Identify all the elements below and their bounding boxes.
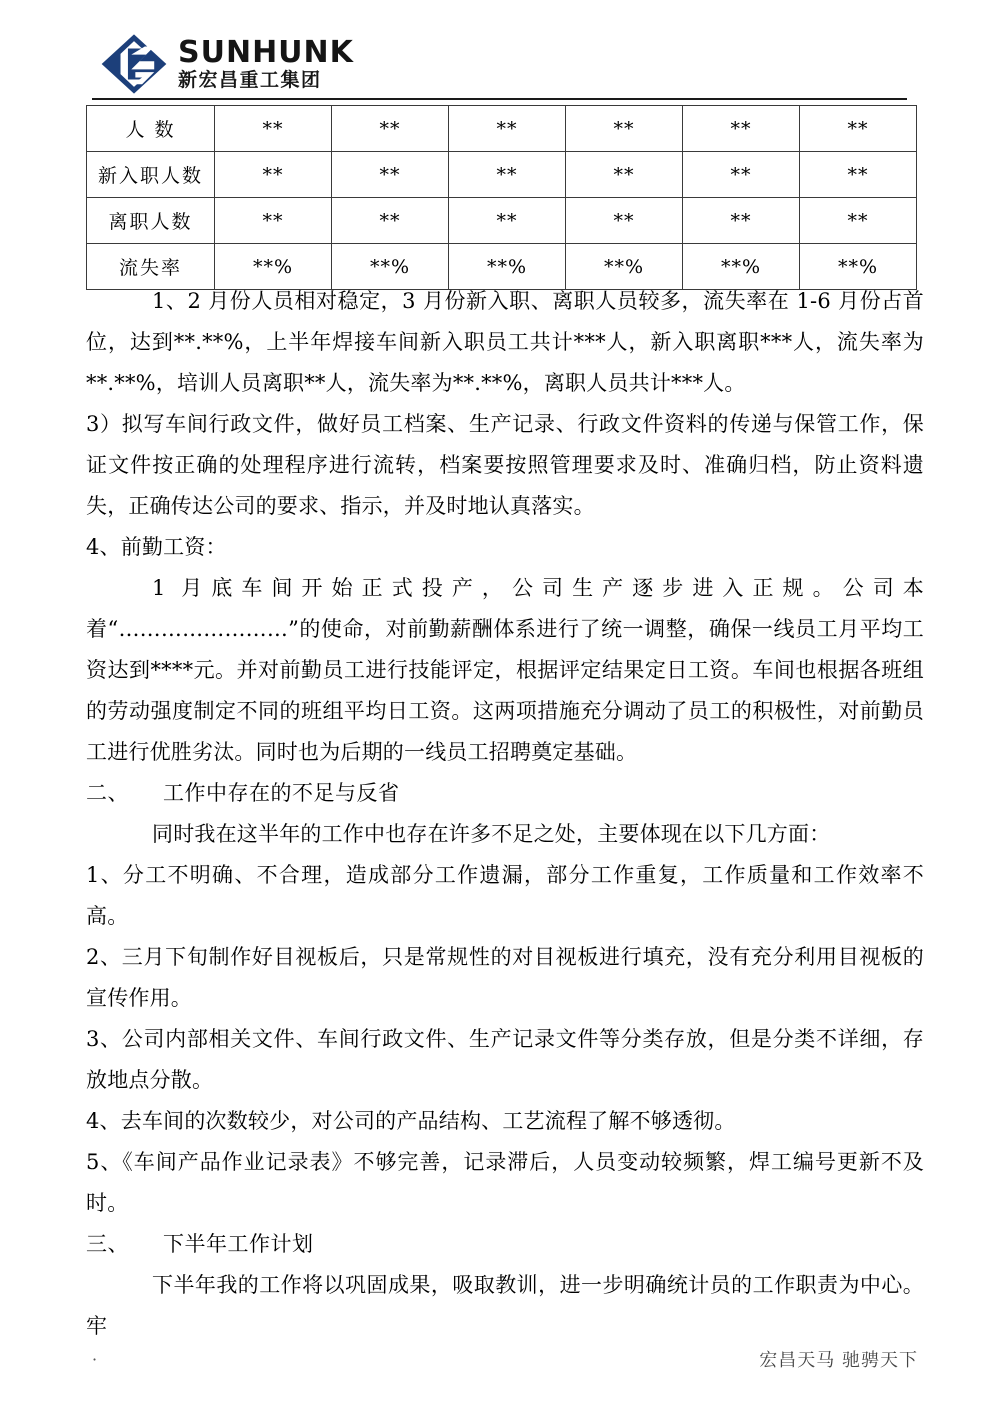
table-row	[87, 198, 917, 244]
list-item: 4、去车间的次数较少，对公司的产品结构、工艺流程了解不够透彻。	[86, 1109, 736, 1133]
table-cell: **	[566, 106, 683, 152]
footer-mark: ·	[92, 1350, 98, 1369]
paragraph-item-3: 3）拟写车间行政文件，做好员工档案、生产记录、行政文件资料的传递与保管工作，保证文件按正确的处理程序进行流转，档案要按照管理要求及时、准确归档，防止资料遗失，正确传达公司的要求、指示，并及时地认真落实。	[86, 412, 924, 518]
table-cell: **	[800, 106, 917, 152]
paragraph-section-three-intro: 下半年我的工作将以巩固成果，吸取教训，进一步明确统计员的工作职责为中心。牢	[86, 1273, 924, 1338]
company-logo	[100, 33, 354, 95]
table-cell: **%	[683, 244, 800, 290]
list-item: 3、公司内部相关文件、车间行政文件、生产记录文件等分类存放，但是分类不详细，存放地点分散。	[86, 1027, 924, 1092]
list-item: 5、《车间产品作业记录表》不够完善，记录滞后，人员变动较频繁，焊工编号更新不及时。	[86, 1150, 924, 1215]
table-cell: **%	[800, 244, 917, 290]
list-item: 2、三月下旬制作好目视板后，只是常规性的对目视板进行填充，没有充分利用目视板的宣传作用。	[86, 945, 924, 1010]
heading-section-two	[86, 773, 924, 814]
logo-wordmark	[178, 34, 354, 92]
table-cell: **	[800, 198, 917, 244]
table-cell: **%	[332, 244, 449, 290]
page-footer	[0, 1340, 1000, 1390]
table-cell: **	[449, 152, 566, 198]
table-cell: **	[215, 106, 332, 152]
footer-slogan: 宏昌天马 驰骋天下	[759, 1350, 918, 1371]
table-cell: **	[566, 152, 683, 198]
row-label: 流失率	[87, 244, 215, 290]
paragraph-item-4-body: 1 月底车间开始正式投产，公司生产逐步进入正规。公司本着“……………………”的使命，对前勤薪酬体系进行了统一调整，确保一线员工月平均工资达到****元。并对前勤员工进行技能评定，根据评定结果定日工资。车间也根据各班组的劳动强度制定不同的班组平均日工资。这两项措施充分调动了员工的积极性，对前勤员工进行优胜劣汰。同时也为后期的一线员工招聘奠定基础。	[86, 576, 924, 764]
table-cell: **%	[215, 244, 332, 290]
list-item: 1、分工不明确、不合理，造成部分工作遗漏，部分工作重复，工作质量和工作效率不高。	[86, 863, 924, 928]
row-label: 新入职人数	[87, 152, 215, 198]
table-cell: **	[683, 198, 800, 244]
heading-section-three	[86, 1224, 924, 1265]
table-cell: **	[332, 106, 449, 152]
heading-section-three-title: 下半年工作计划	[163, 1232, 314, 1256]
table-row	[87, 152, 917, 198]
table-cell: **	[332, 152, 449, 198]
document-body	[86, 281, 924, 1347]
personnel-statistics-table	[86, 105, 917, 290]
paragraph-section-two-intro: 同时我在这半年的工作中也存在许多不足之处，主要体现在以下几方面：	[152, 822, 831, 846]
header-divider	[92, 98, 907, 100]
heading-section-two-number: 二、	[86, 781, 129, 805]
table-cell: **	[683, 106, 800, 152]
paragraph-item-4-title: 4、前勤工资：	[86, 535, 227, 559]
table-cell: **	[566, 198, 683, 244]
logo-brand-cn: 新宏昌重工集团	[178, 69, 322, 92]
table-cell: **	[449, 198, 566, 244]
sunhunk-logo-mark-icon	[100, 33, 168, 95]
table-cell: **	[683, 152, 800, 198]
table-cell: **	[215, 152, 332, 198]
row-label: 人 数	[87, 106, 215, 152]
paragraph-stats-summary: 1、2 月份人员相对稳定，3 月份新入职、离职人员较多，流失率在 1-6 月份占首位，达到**.**%，上半年焊接车间新入职员工共计***人，新入职离职***人，流失率为**.**%，培训人员离职**人，流失率为**.**%，离职人员共计***人。	[86, 289, 924, 395]
table-cell: **%	[566, 244, 683, 290]
row-label: 离职人数	[87, 198, 215, 244]
table-cell: **	[449, 106, 566, 152]
heading-section-two-title: 工作中存在的不足与反省	[163, 781, 400, 805]
heading-section-three-number: 三、	[86, 1232, 129, 1256]
page-header	[0, 0, 1000, 100]
table-cell: **	[332, 198, 449, 244]
table-cell: **	[800, 152, 917, 198]
table-cell: **	[215, 198, 332, 244]
logo-brand-en: SUNHUNK	[178, 34, 354, 70]
table-row	[87, 106, 917, 152]
table-cell: **%	[449, 244, 566, 290]
